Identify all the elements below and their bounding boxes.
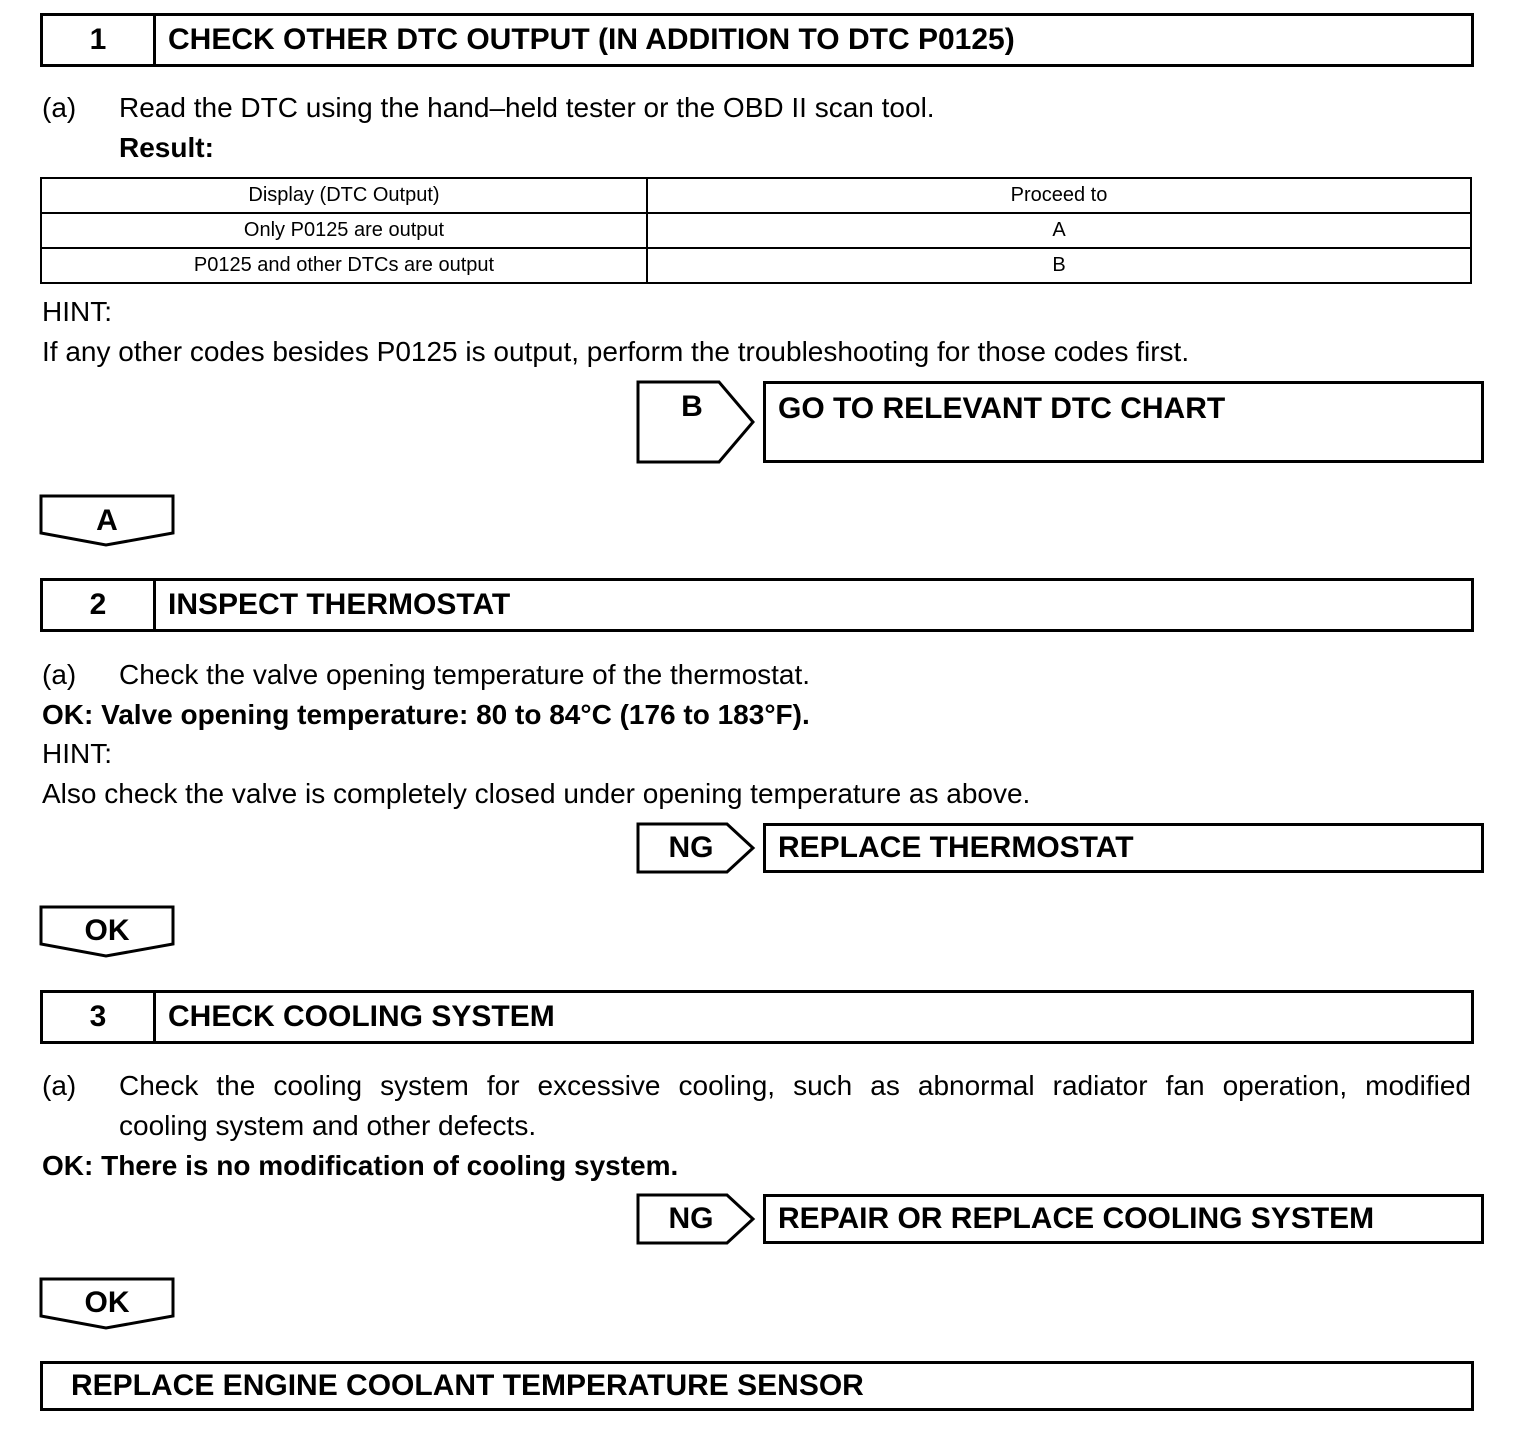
result-table bbox=[40, 177, 1472, 284]
item-label: (a) bbox=[42, 1070, 77, 1101]
continue-label: OK bbox=[84, 914, 130, 947]
step-number: 3 bbox=[43, 993, 156, 1041]
step-number: 1 bbox=[43, 16, 156, 64]
hint-text: Also check the valve is completely closed under opening temperature as above. bbox=[42, 778, 1031, 809]
instruction-text-cont: cooling system and other defects. bbox=[119, 1110, 537, 1141]
branch-action-box bbox=[763, 381, 1484, 463]
branch-action-box bbox=[763, 1194, 1484, 1244]
branch-action: GO TO RELEVANT DTC CHART bbox=[778, 392, 1226, 425]
table-header: Display (DTC Output) bbox=[41, 178, 647, 213]
table-cell: Only P0125 are output bbox=[41, 213, 647, 248]
result-label: Result: bbox=[119, 132, 214, 163]
table-header-row bbox=[41, 178, 1471, 213]
hint-text: If any other codes besides P0125 is output, perform the troubleshooting for those codes first. bbox=[42, 336, 1190, 367]
branch-action: REPAIR OR REPLACE COOLING SYSTEM bbox=[778, 1202, 1375, 1235]
step-title: INSPECT THERMOSTAT bbox=[168, 588, 511, 621]
hint-label: HINT: bbox=[42, 738, 112, 769]
table-cell: B bbox=[647, 248, 1471, 283]
continue-label: OK bbox=[84, 1286, 130, 1319]
instruction-text: Check the valve opening temperature of the thermostat. bbox=[119, 659, 811, 690]
final-action: REPLACE ENGINE COOLANT TEMPERATURE SENSOR bbox=[71, 1369, 864, 1402]
ok-criteria: OK: There is no modification of cooling system. bbox=[42, 1150, 679, 1181]
branch-label: NG bbox=[668, 831, 714, 864]
item-label: (a) bbox=[42, 92, 77, 123]
table-row bbox=[41, 213, 1471, 248]
continue-label: A bbox=[96, 504, 118, 537]
branch-action: REPLACE THERMOSTAT bbox=[778, 831, 1134, 864]
branch-action-box bbox=[763, 823, 1484, 873]
ok-criteria: OK: Valve opening temperature: 80 to 84°C (176 to 183°F). bbox=[42, 699, 810, 730]
item-label: (a) bbox=[42, 659, 77, 690]
table-cell: P0125 and other DTCs are output bbox=[41, 248, 647, 283]
step-3-header bbox=[40, 990, 1474, 1044]
step-title: CHECK COOLING SYSTEM bbox=[168, 1000, 555, 1033]
branch-label: B bbox=[681, 390, 703, 423]
table-header: Proceed to bbox=[647, 178, 1471, 213]
table-row bbox=[41, 248, 1471, 283]
step-title: CHECK OTHER DTC OUTPUT (IN ADDITION TO DTC P0125) bbox=[168, 23, 1015, 56]
step-1-header bbox=[40, 13, 1474, 67]
step-number: 2 bbox=[43, 581, 156, 629]
instruction-text: Check the cooling system for excessive cooling, such as abnormal radiator fan operation, modified bbox=[119, 1070, 1471, 1101]
instruction-text: Read the DTC using the hand–held tester or the OBD II scan tool. bbox=[119, 92, 935, 123]
branch-label: NG bbox=[668, 1202, 714, 1235]
table-cell: A bbox=[647, 213, 1471, 248]
hint-label: HINT: bbox=[42, 296, 112, 327]
final-action-box bbox=[40, 1361, 1474, 1411]
step-2-header bbox=[40, 578, 1474, 632]
